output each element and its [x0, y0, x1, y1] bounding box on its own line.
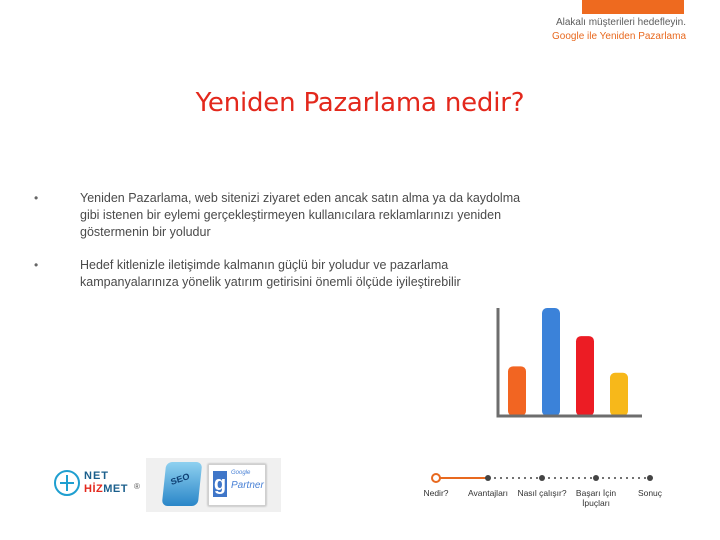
seo-badge-text: SEO	[169, 471, 191, 487]
tagline-line1: Alakalı müşterileri hedefleyin.	[555, 17, 686, 28]
bar-chart	[494, 302, 646, 420]
chart-bar	[542, 308, 560, 416]
timeline-step-dot[interactable]	[647, 475, 653, 481]
seo-partner-box	[146, 458, 281, 512]
net-hizmet-text-net: NET	[84, 470, 109, 482]
timeline-step-label[interactable]: Nedir?	[423, 488, 449, 498]
seo-badge-icon	[162, 462, 203, 506]
chart-bar	[508, 366, 526, 416]
net-hizmet-logo	[52, 470, 144, 500]
google-partner-partner-text: Partner	[231, 480, 264, 491]
google-g-icon: g	[213, 473, 227, 495]
timeline-track	[420, 470, 690, 486]
bullet-text: Hedef kitlenizle iletişimde kalmanın güçlü bir yoludur ve pazarlama kampanyalarınıza yönelik yatırım getirisini önemli ölçüde iyileştirebilir	[80, 258, 461, 289]
chart-bar	[576, 336, 594, 416]
bar-chart-svg	[494, 302, 646, 420]
header-accent-bar	[582, 0, 684, 14]
chart-bar	[610, 373, 628, 416]
net-hizmet-text-hizmet	[84, 483, 128, 495]
google-partner-logo	[208, 464, 266, 506]
timeline-step-label[interactable]: Sonuç	[637, 488, 663, 498]
tagline-line2: Google ile Yeniden Pazarlama	[552, 31, 686, 42]
bullet-dot-icon: •	[34, 258, 39, 272]
bullet-dot-icon: •	[34, 191, 39, 205]
google-partner-google-text: Google	[231, 470, 251, 476]
net-hizmet-text-hiz: HİZ	[84, 483, 104, 495]
timeline-step-dot[interactable]	[593, 475, 599, 481]
net-hizmet-text-met: MET	[103, 483, 128, 495]
timeline-step-dot[interactable]	[485, 475, 491, 481]
timeline-step-dot[interactable]	[539, 475, 545, 481]
timeline-step-dot[interactable]	[432, 474, 440, 482]
bullet-list	[34, 190, 524, 307]
timeline-step-label[interactable]: Başarı İçin İpuçları	[575, 488, 617, 508]
list-item	[34, 190, 524, 241]
progress-timeline	[420, 470, 690, 520]
globe-icon	[54, 470, 80, 496]
bullet-text: Yeniden Pazarlama, web sitenizi ziyaret eden ancak satın alma ya da kaydolma gibi istenen bir eylemi gerçekleştirmeyen kullanıcılara reklamlarınızı yeniden göstermenin bir yoludur	[80, 191, 521, 239]
slide-title: Yeniden Pazarlama nedir?	[195, 88, 525, 118]
timeline-step-label[interactable]: Nasıl çalışır?	[517, 488, 567, 498]
list-item	[34, 257, 524, 291]
header-tagline	[552, 16, 686, 44]
timeline-step-label[interactable]: Avantajları	[467, 488, 508, 498]
registered-mark: ®	[134, 482, 140, 491]
